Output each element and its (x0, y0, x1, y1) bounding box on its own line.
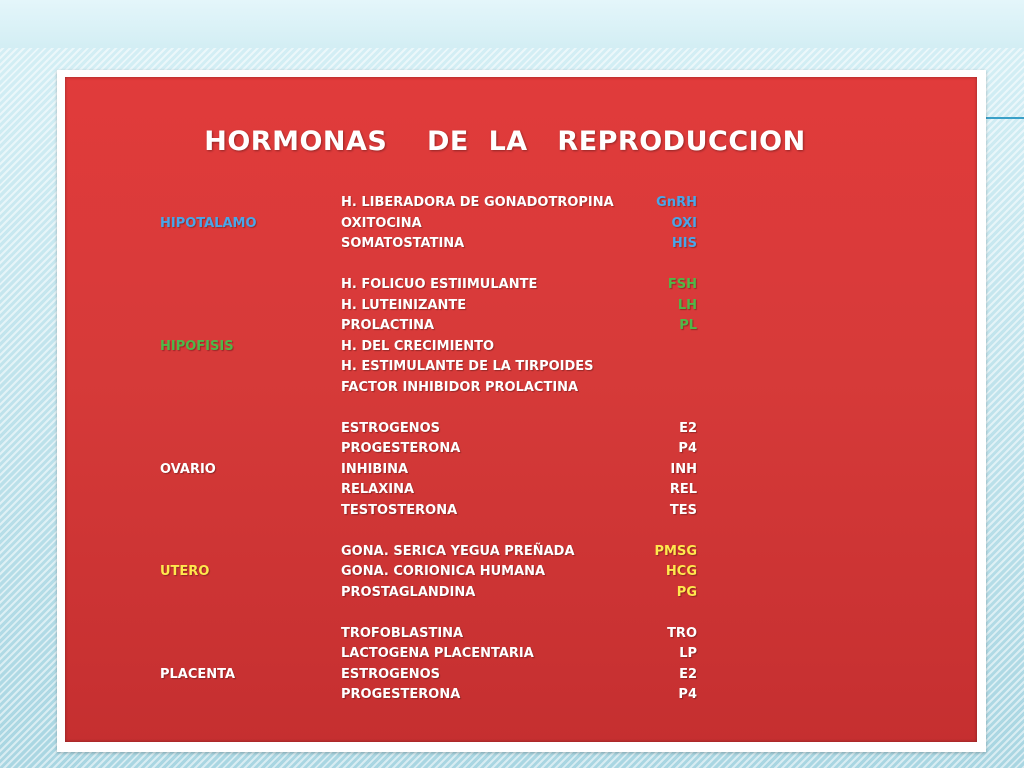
hormone-name: GONA. SERICA YEGUA PREÑADA (341, 543, 575, 559)
hormone-name: ESTROGENOS (341, 420, 441, 436)
organ-label: PLACENTA (160, 666, 236, 682)
hormone-abbreviation: E2 (679, 666, 697, 682)
hormone-abbreviation: HIS (671, 236, 697, 251)
hormone-name: H. DEL CRECIMIENTO (341, 338, 495, 354)
hormone-name: SOMATOSTATINA (341, 236, 465, 251)
hormone-abbreviation: LH (677, 297, 697, 313)
hormone-abbreviation: OXI (671, 215, 697, 231)
hormone-name: H. LUTEINIZANTE (341, 297, 467, 313)
hormone-name: INHIBINA (341, 461, 409, 477)
hormone-abbreviation: TES (669, 502, 697, 518)
accent-line (984, 117, 1024, 119)
organ-label: OVARIO (160, 461, 216, 477)
organ-label: HIPOTALAMO (160, 215, 257, 231)
hormone-abbreviation: PMSG (654, 543, 697, 559)
hormone-abbreviation: REL (669, 482, 697, 497)
hormone-abbreviation: INH (670, 461, 697, 477)
slide (65, 77, 977, 742)
hormone-name: TROFOBLASTINA (341, 625, 464, 641)
hormone-abbreviation: E2 (679, 420, 697, 436)
hormone-name: H. LIBERADORA DE GONADOTROPINA (341, 195, 614, 210)
hormone-abbreviation: PL (679, 318, 697, 333)
hormone-name: PROGESTERONA (341, 441, 461, 456)
hormone-abbreviation: P4 (678, 441, 697, 456)
hormone-name: TESTOSTERONA (341, 502, 458, 518)
hormone-abbreviation: PG (676, 584, 697, 600)
hormone-name: ESTROGENOS (341, 666, 441, 682)
hormone-abbreviation: LP (679, 646, 697, 661)
hormone-name: PROLACTINA (341, 318, 435, 333)
hormone-name: RELAXINA (341, 482, 415, 497)
slide-title: HORMONAS DE LA REPRODUCCION (204, 126, 806, 157)
hormone-abbreviation: GnRH (656, 195, 697, 210)
hormone-name: PROGESTERONA (341, 687, 461, 702)
hormone-name: OXITOCINA (341, 215, 422, 231)
hormone-abbreviation: P4 (678, 687, 697, 702)
hormone-name: FACTOR INHIBIDOR PROLACTINA (341, 379, 579, 395)
hormone-name: GONA. CORIONICA HUMANA (341, 564, 546, 579)
organ-label: HIPOFISIS (160, 338, 234, 354)
organ-label: UTERO (160, 564, 210, 579)
hormone-abbreviation: FSH (667, 277, 697, 292)
hormone-name: H. ESTIMULANTE DE LA TIRPOIDES (341, 359, 594, 374)
hormone-abbreviation: HCG (665, 564, 697, 579)
hormone-name: LACTOGENA PLACENTARIA (341, 646, 534, 661)
hormone-abbreviation: TRO (667, 625, 697, 641)
hormone-name: PROSTAGLANDINA (341, 584, 476, 600)
hormone-name: H. FOLICUO ESTIIMULANTE (341, 277, 538, 292)
header-band (0, 0, 1024, 48)
